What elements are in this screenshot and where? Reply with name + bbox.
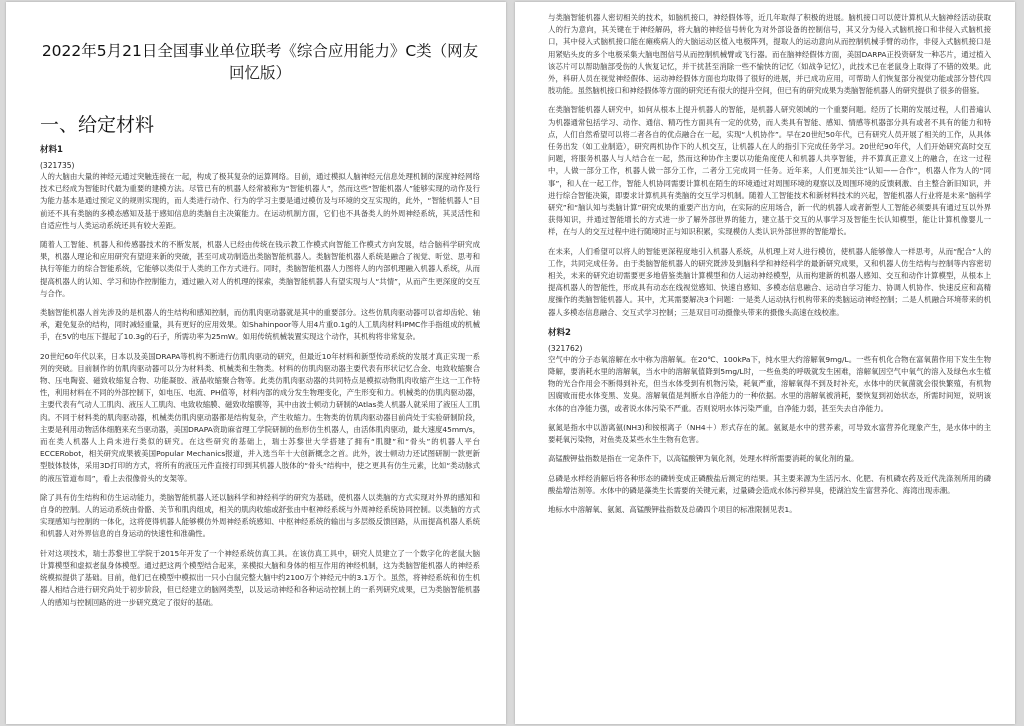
paragraph: 氨氮是指水中以游离氨(NH3)和铵根离子（NH4＋）形式存在的氮。氨氮是水中的营养素，可导致水富营养化现象产生，是水体中的主要耗氧污染物，对鱼类及某些水生生物有危害。 — [548, 422, 991, 445]
paragraph: 在类脑智能机器人研究中，如何从根本上提升机器人的智能，是机器人研究领域的一个重要问题。经历了长期的发展过程，人们普遍认为机器通常包括学习、动作、通信、精巧性方面具有一定的优势，而人类具有智能、感知、情感等机器部分具有或者不具有的能力和特点，人们自然希望可以将二者各自的优点融合在一起，实现“人机协作”。早在20世纪50年代，已有研究人员开展了相关的工作，从具体任务出发（如工业制造），研究两机协作下的人机交互，让机器人在人的指引下完成任务学习。20世纪90年代，人们开始研究高时交互问题，将服务机器人与人结合在一起，然而这种协作主要以功能角度使人和机器人共享智能，并不算真正意义上的融合，在这一过程中，人做一部分工作，机器人做一部分工作，二者分工完成同一任务。近年来，人们更加关注“认知——合作”，机器人作为人的“同事”，和人在一起工作，智能人机协同需要计算机在陌生的环境通过对周围环境的观察以及周围环境的反馈刺激、自主整合新旧知识，并进行综合智能决策，即要求计算机具有类脑的交互学习机制。随着人工智能技术和新材料技术的兴起，智能机器人行业将是未来“脑科学研究”和“脑认知与类脑计算”研究成果的重要产出方向，在实际的应用场合，新一代的机器人或者新型人工智能必须要具有通过互以外界获得知识，并通过智能增长的方式进一步了解外部世界的能力，建立基于交互的从事学习及智能生长认知模型，能让计算机像婴儿一样，在与人的交互过程中进行随境时正与知识积累，实现模仿人类认识外部世界的智能增长。 — [548, 105, 991, 237]
document-title: 2022年5月21日全国事业单位联考《综合应用能力》C类（网友回忆版） — [41, 42, 479, 82]
material-1-label: 材料1 — [40, 145, 63, 155]
paragraph: 在未来，人们希望可以将人的智能更深程度地引入机器人系统，从机理上对人进行模仿，使机器人能够像人一样思考，从而“配合”人的工作，共同完成任务。由于类脑智能机器人的研究既涉及到脑科学和神经科学的最新研究成果，又和机器人仿生结构与控制等内容密切相关，未来的研究迫切需要更多地借鉴类脑计算模型和仿人运动神经模型，从而构建新的机器人感知、交互和动作计算模型，从根本上提高机器人的智能性，形成具有动态在线视觉感知、快速自感知、多模态信息融合、运动自学习能力、协调人机协作、快速反应和高精度操作的类脑智能机器人。其中，尤其需要解决3个问题：一是类人运动执行机构带来的类脑运动神经控制；二是人机融合环境带来的机器人多模态信息融合、交互式学习控制；三是双目可动摄像头带来的摄像头高速在线校准。 — [548, 246, 991, 317]
material-2-label: 材料2 — [548, 327, 571, 338]
paragraph: 人的大脑由大量的神经元通过突触连接在一起，构成了极其复杂的运算网络。目前，通过模拟人脑神经元信息处理机制的深度神经网络技术已经成为智能时代最为重要的建模方法。尽管已有的机器人经常被称为“智能机器人”，然而这些“智能机器人”能够实现的动作及行为能力基本是通过预定义的规则实现的，而人类进行动作、行为的学习主要是通过模仿及与环境的交互实现的，此外，“智能机器人”目前还不具有类脑的多模态感知及基于感知信息的类脑自主决策能力。在运动机制方面，它们也不具备类人的外周神经系统，其灵活性和自适应性与人类运动系统还具有较大差距。 — [40, 172, 480, 230]
paragraph: 与类脑智能机器人密切相关的技术，如脑机接口，神经假体等，近几年取得了积极的进展。脑机接口可以使计算机从大脑神经活动获取人的行为意向，其关键在于神经解码，将大脑的神经信号转化为对外部设备的控制信号，其又分为侵入式脑机接口和非侵入式脑机接口，其中侵入式脑机接口能在瘫痪病人的大脑运动区植入电极阵列，提取人的运动意向从而控制机械手臂的动作，非侵入式脑机接口是用紧贴头皮的多个电极采集大脑电图信号从而控制机械臂或飞行器。而在脑神经假体方面，美国DARPA正投资研发一种芯片，通过植入该芯片可以帮助脑部受伤的人恢复记忆，并干扰甚至消除一些不愉快的记忆（如战争记忆），此技术已在老鼠身上取得了不错的效果。此外，科研人员在视觉神经假体、运动神经假体方面也均取得了很好的进展，并已成功应用，可帮助人们恢复部分视觉功能或部分替代四肢功能。虽然脑机接口和神经假体等方面的研究还有很大的提升空间，但已有的研究成果为类脑智能机器人的研究提供了很多的借鉴。 — [548, 13, 991, 96]
paragraph: 类脑智能机器人首先涉及的是机器人的生结构和感知控制，而仿肌肉驱动器就是其中的重要部分。这些仿肌肉驱动器可以省却齿轮、轴承，避免复杂的结构，同时减轻重量，具有更好的应用效果。如Shahinpoor等人用4片重0.1g的人工肌肉材料IPMC作手指组成的机械手，在5V的电压下提起了10.3g的石子，所需功率为25mW。如用传统机械装置实现这个动作，其机构将非常复杂。 — [40, 308, 480, 342]
material-1-code: (321735) — [40, 161, 75, 170]
paragraph: 空气中的分子态氧溶解在水中称为溶解氧。在20℃、100kPa下，纯水里大约溶解氧9mg/L。一些有机化合物在富氧菌作用下发生生物降解，要消耗水里的溶解氧，当水中的溶解氧值降到5mg/L时，一些鱼类的呼吸就发生困难，溶解氧因空气中氧气的溶入及绿色水生植物的光合作用会不断得到补充，但当水体受到有机物污染，耗氧严重，溶解氧得不到及时补充，水体中的厌氧菌就会很快繁殖，有机物因腐败而使水体变黑、发臭。溶解氧值是判断水自净能力的一种依据。水里的溶解氧被消耗，要恢复到初始状态，所需时间短，说明该水体的自净能力强，或者说水体污染不严重。否则说明水体污染严重，自净能力弱，甚至失去自净能力。 — [548, 354, 991, 413]
page-left — [6, 2, 506, 724]
paragraph: 随着人工智能、机器人和传感器技术的不断发展，机器人已经由传统在钱示教工作模式向智能工作模式方向发展，结合脑科学研究成果，机器人理论和应用研究有望迎来新的突破，甚至可成功制造出类脑智能机器人。类脑智能机器人系统是融合了视觉、听觉、思考和执行等能力的综合智能系统，它能够以类似于人类的工作方式进行。同时，类脑智能机器人力图将人的内部机理融入机器人系统，从而提高机器人的认知、学习和协作控制能力，通过融入对人的机理的探索，类脑智能机器人有望实现与人“共情”，从而产生更深度的交互与合作。 — [40, 240, 480, 298]
paragraph: 20世纪60年代以来，日本以及美国DRAPA等机构不断进行仿肌肉驱动的研究，但最近10年材料和新型传动系统的发展才真正实现一系列的突破。目前制作的仿肌肉驱动器可以分为材料类、机械类和生物类。材料的仿肌肉驱动器主要代表有形状记忆合金、电致收缩聚合物、压电陶瓷、磁致收缩复合物、功能凝胶、液晶收缩聚合物等。此类仿肌肉驱动器的共同特点是模拟动物肌肉收缩产生这一工作特性，利用材料在不同的外部控制下，如电压、电流、PH值等，材料内部的成分发生物理变化，产生形变和力。机械类的仿肌肉驱动器，主要代表有气动人工肌肉、液压人工肌肉、电致收缩膜、磁致收缩膜等，其中由波士顿动力研制的Atlas类人机器人就采用了液压人工肌肉。不同于材料类的肌肉驱动器，机械类仿肌肉驱动器都是结构复杂，产生收缩力。生物类的仿肌肉驱动器目前尚处于实验研制阶段，主要是利用动物活体细胞来充当驱动器，美国DRAPA资助麻省理工学院研制的鱼形仿生机器人，由活体肌肉驱动，最大速度45mm/s，而在类人机器人上尚未进行类似的研究。在这些研究的基础上，瑞士苏黎世大学搭建了拥有“肌腱”和“骨头”的机器人平台ECCERobot，相关研究成果被美国Popular Mechanics报道，并入选当年十大创新概念之首。此外，波士顿动力还试图研制一款更新型肢体肢体，采用3D打印的方式，将所有的液压元件直接打印到其机器人肢体的“骨头”结构中，使之更具有仿生元素，比如“类动脉式的液压管道布局”，看上去很像骨头的支架等。 — [40, 351, 480, 483]
section-heading: 一、给定材料 — [40, 114, 155, 136]
page-right — [515, 2, 1015, 724]
paragraph: 地标水中溶解氧、氨氮、高锰酸钾盐指数及总磷四个项目的标准限制见表1。 — [548, 504, 797, 514]
paragraph: 总磷是水样经消解后将各种形态的磷转变成正磷酸盐后测定的结果。其主要来源为生活污水、化肥、有机磷农药及近代洗涤剂所用的磷酸盐增洁剂等。水体中的磷是藻类生长需要的关键元素，过量磷会造成水体污秽异臭，使湖泊发生富营养化、海湾出现赤潮。 — [548, 473, 991, 495]
paragraph: 高锰酸钾盐指数是指在一定条件下，以高锰酸钾为氧化剂，处理水样所需要消耗的氧化剂的量。 — [548, 454, 859, 464]
paragraph: 除了具有仿生结构和仿生运动能力，类脑智能机器人还以脑科学和神经科学的研究为基础，使机器人以类脑的方式实现对外界的感知和自身的控制。人的运动系统由骨骼、关节和肌肉组成，相关的肌肉收缩或舒张由中枢神经系统与外周神经系统协同控制。以类脑的方式实现感知与控制的一体化，这将使得机器人能够模仿外周神经系统感知、中枢神经系统的输出与多层级反馈回路，从而提高机器人系统和机器人对外界信息的自身运动的快速性和准确性。 — [40, 492, 480, 539]
paragraph: 针对这项技术，瑞士苏黎世工学院于2015年开发了一个神经系统仿真工具。在该仿真工具中，研究人员建立了一个数字化的老鼠大脑计算模型和虚拟老鼠身体模型。通过把这两个模型结合起来，来模拟大脑和身体的相互作用的神经机制，这为类脑智能机器人的神经系统模拟提供了基础。目前，他们已在模型中模拟出一只小白鼠完整大脑中约2100万个神经元中的3.1万个。虽然，将神经系统和仿生机器人相结合进行研究尚处于初步阶段，但已经建立的脑网类型，以及运动神经和各种运动控制上的一系列研究成果，已为类脑智能机器人的感知与控制回路的进一步研究奠定了很好的基础。 — [40, 548, 480, 607]
material-2-code: (321762) — [548, 343, 583, 353]
